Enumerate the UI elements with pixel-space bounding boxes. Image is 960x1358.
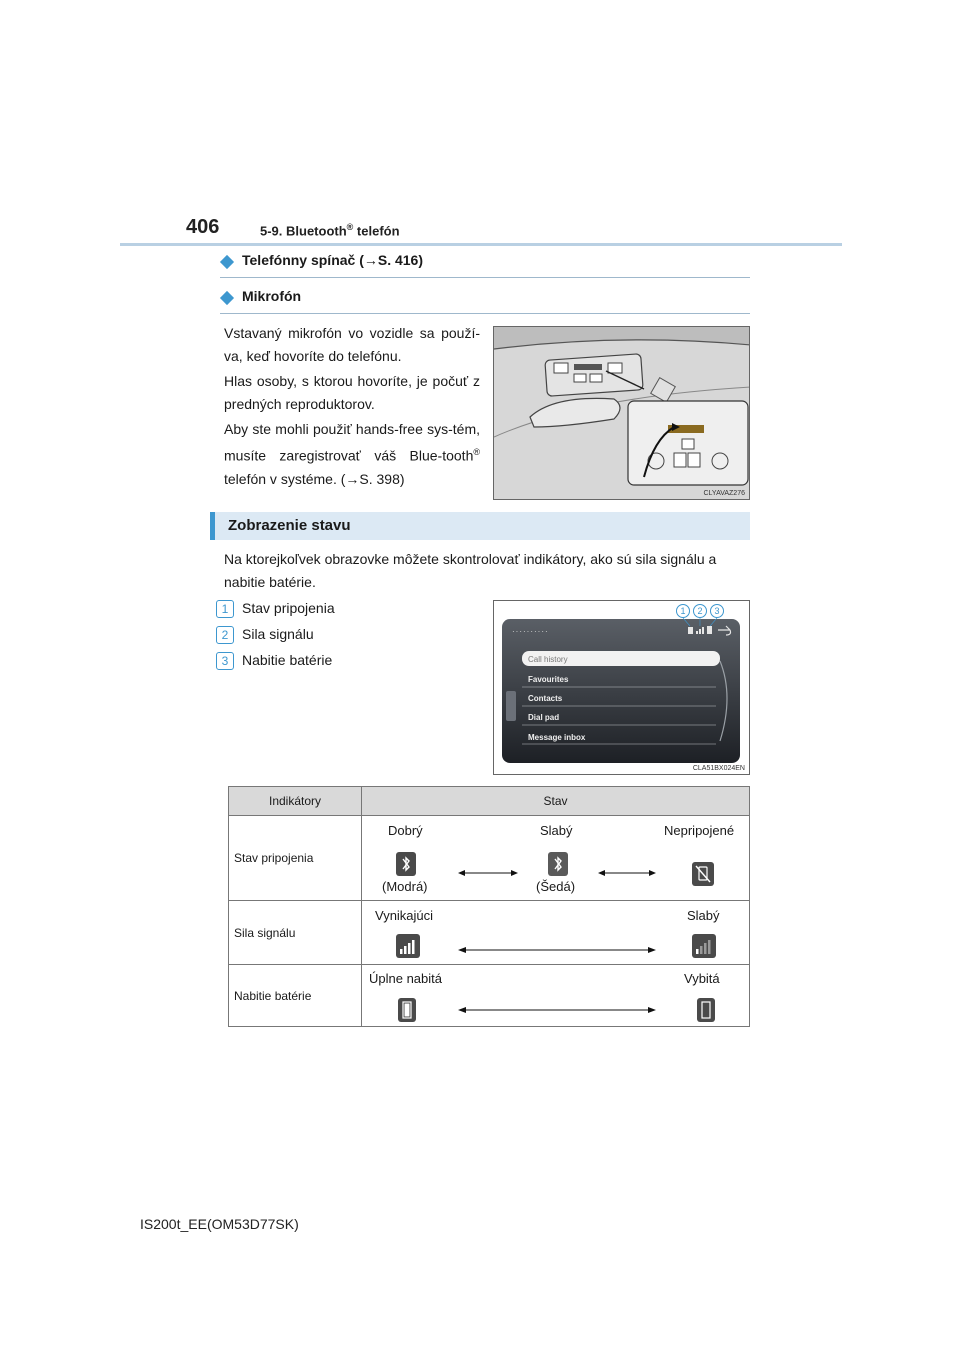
screen-callout-3: 3 [714,606,720,616]
double-arrow-icon [458,945,656,955]
callout-number: 1 [216,600,234,618]
screen-menu-item: Favourites [528,675,569,684]
microphone-illustration [493,326,750,500]
list-item-label: Sila signálu [242,626,314,642]
table-header-status: Stav [362,787,750,816]
bluetooth-disconnected-icon [692,862,714,886]
indicator-table [228,786,750,1027]
list-item-label: Nabitie batérie [242,652,333,668]
connection-weak-color: (Šedá) [536,879,576,894]
screen-menu-item: Dial pad [528,713,560,722]
status-screen-drawing [494,601,750,775]
screen-callout-2: 2 [697,606,703,616]
callout-number: 3 [216,652,234,670]
diamond-bullet-icon [220,291,234,305]
screen-illustration [493,600,750,775]
mic-paragraph-1: Vstavaný mikrofón vo vozidle sa použí-va, keď hovoríte do telefónu. [224,325,480,364]
signal-status-cell [362,901,750,965]
screen-menu-item: Contacts [528,694,563,703]
mic-paragraph-2: Hlas osoby, s ktorou hovoríte, je počuť z predných reproduktorov. [224,373,480,412]
double-arrow-icon [458,1005,656,1015]
page-number: 406 [186,216,220,238]
section-title: 5-9. Bluetooth® telefón [260,222,400,239]
callout-number: 2 [216,626,234,644]
status-intro: Na ktorejkoľvek obrazovke môžete skontrolovať indikátory, ako sú sila signálu a nabitie batérie. [224,551,717,590]
connection-weak-label: Slabý [540,823,573,838]
subheading-microphone [220,288,750,314]
battery-full-label: Úplne nabitá [369,971,442,986]
subheading-phone-switch-title[interactable]: Telefónny spínač (→S. 416) [242,252,424,268]
signal-weak-icon [692,934,716,958]
battery-status-cell [362,965,750,1027]
battery-empty-icon [697,998,715,1022]
page-header [120,212,842,246]
table-row [229,965,750,1027]
bluetooth-weak-icon [548,852,568,876]
subheading-phone-switch [220,252,750,278]
status-section-title: Zobrazenie stavu [228,517,351,534]
car-ceiling-drawing [494,327,750,500]
subheading-microphone-title: Mikrofón [242,288,302,304]
signal-worst-label: Slabý [687,908,720,923]
double-arrow-icon [458,868,518,878]
row-label-connection: Stav pripojenia [229,816,362,901]
connection-good-color: (Modrá) [382,879,428,894]
connection-status-cell [362,816,750,901]
screen-menu-item: Message inbox [528,733,586,742]
header-rule [120,243,842,246]
screen-menu-item: Call history [528,655,568,664]
figure-code: CLA51BX024EN [692,765,745,772]
table-row [229,816,750,901]
table-header-indicators: Indikátory [229,787,362,816]
diamond-bullet-icon [220,255,234,269]
bluetooth-connected-icon [396,852,416,876]
list-item-label: Stav pripojenia [242,600,335,616]
connection-good-label: Dobrý [388,823,423,838]
signal-strong-icon [396,934,420,958]
row-label-signal: Sila signálu [229,901,362,965]
table-row [229,901,750,965]
battery-full-icon [398,998,416,1022]
mic-paragraph-3: Aby ste mohli použiť hands-free sys-tém, musíte zaregistrovať váš Blue-tooth® telefón v systéme. (→S. 398) [224,421,480,487]
double-arrow-icon [598,868,656,878]
connection-none-label: Nepripojené [664,823,735,838]
footer-model-code: IS200t_EE(OM53D77SK) [140,1216,299,1232]
figure-code: CLYAVAZ276 [703,490,745,497]
status-section-heading [210,512,750,540]
screen-callout-1: 1 [680,606,686,616]
signal-best-label: Vynikajúci [375,908,434,923]
row-label-battery: Nabitie batérie [229,965,362,1027]
svg-text:··········: ·········· [512,627,549,636]
battery-empty-label: Vybitá [684,971,720,986]
